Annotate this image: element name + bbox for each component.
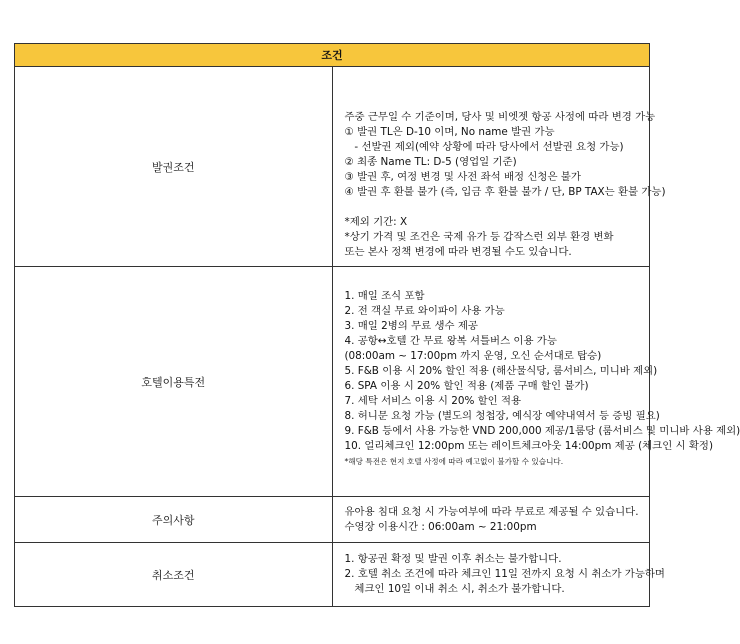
row-label-cancellation: 취소조건 <box>15 543 333 607</box>
content-line: (08:00am ~ 17:00pm 까지 운영, 오신 순서대로 탑승) <box>344 350 602 362</box>
content-line: *상기 가격 및 조건은 국제 유가 등 갑작스런 외부 환경 변화 <box>344 231 614 243</box>
table-row <box>15 267 650 497</box>
row-label-hotel-benefits: 호텔이용특전 <box>15 267 333 497</box>
content-line: 2. 전 객실 무료 와이파이 사용 가능 <box>344 305 505 317</box>
content-line: *제외 기간: X <box>344 216 408 228</box>
content-line: 7. 세탁 서비스 이용 시 20% 할인 적용 <box>344 395 522 407</box>
content-line: 4. 공항↔호텔 간 무료 왕복 셔틀버스 이용 가능 <box>344 335 557 347</box>
conditions-table <box>14 43 740 607</box>
content-line: 체크인 10일 이내 취소 시, 취소가 불가합니다. <box>344 583 565 595</box>
content-line: ③ 발권 후, 여정 변경 및 사전 좌석 배정 신청은 불가 <box>344 171 581 183</box>
row-label-notice: 주의사항 <box>15 497 333 543</box>
content-line: 8. 허니문 요청 가능 (별도의 청첩장, 예식장 예약내역서 등 증빙 필요) <box>344 410 660 422</box>
content-line: ④ 발권 후 환불 불가 (즉, 입금 후 환불 불가 / 단, BP TAX는 환불 가능) <box>344 186 666 198</box>
content-line: 또는 본사 정책 변경에 따라 변경될 수도 있습니다. <box>344 246 572 258</box>
content-note: *해당 특전은 현지 호텔 사정에 따라 예고없이 불가할 수 있습니다. <box>344 457 564 466</box>
content-line: ② 최종 Name TL: D-5 (영업일 기준) <box>344 156 517 168</box>
content-line: - 선발권 제외(예약 상황에 따라 당사에서 선발권 요청 가능) <box>344 141 624 153</box>
content-line: 5. F&B 이용 시 20% 할인 적용 (해산물식당, 룸서비스, 미니바 제외) <box>344 365 658 377</box>
table-row <box>15 67 650 267</box>
content-line: 1. 매일 조식 포함 <box>344 290 425 302</box>
table-row <box>15 543 650 607</box>
table-row <box>15 497 650 543</box>
content-line: 6. SPA 이용 시 20% 할인 적용 (제품 구매 할인 불가) <box>344 380 589 392</box>
content-line: 10. 얼리체크인 12:00pm 또는 레이트체크아웃 14:00pm 제공 (체크인 시 확정) <box>344 440 714 452</box>
content-line: 주중 근무일 수 기준이며, 당사 및 비엣젯 항공 사정에 따라 변경 가능 <box>344 111 656 123</box>
row-content-ticketing <box>332 67 666 267</box>
content-line: 수영장 이용시간 : 06:00am ~ 21:00pm <box>344 520 537 533</box>
content-line: 유아용 침대 요청 시 가능여부에 따라 무료로 제공될 수 있습니다. <box>344 505 639 518</box>
content-line: ① 발권 TL은 D-10 이며, No name 발권 가능 <box>344 126 555 138</box>
row-content-notice <box>332 497 650 543</box>
content-line: 9. F&B 등에서 사용 가능한 VND 200,000 제공/1룸당 (룸서비스 및 미니바 사용 제외) <box>344 425 740 437</box>
content-line: 3. 매일 2병의 무료 생수 제공 <box>344 320 478 332</box>
row-content-cancellation <box>332 543 665 607</box>
row-content-hotel-benefits <box>332 267 740 497</box>
table-header: 조건 <box>15 44 650 67</box>
content-line: 1. 항공권 확정 및 발권 이후 취소는 불가합니다. <box>344 553 562 565</box>
row-label-ticketing: 발권조건 <box>15 67 333 267</box>
content-line: 2. 호텔 취소 조건에 따라 체크인 11일 전까지 요청 시 취소가 가능하며 <box>344 568 665 580</box>
